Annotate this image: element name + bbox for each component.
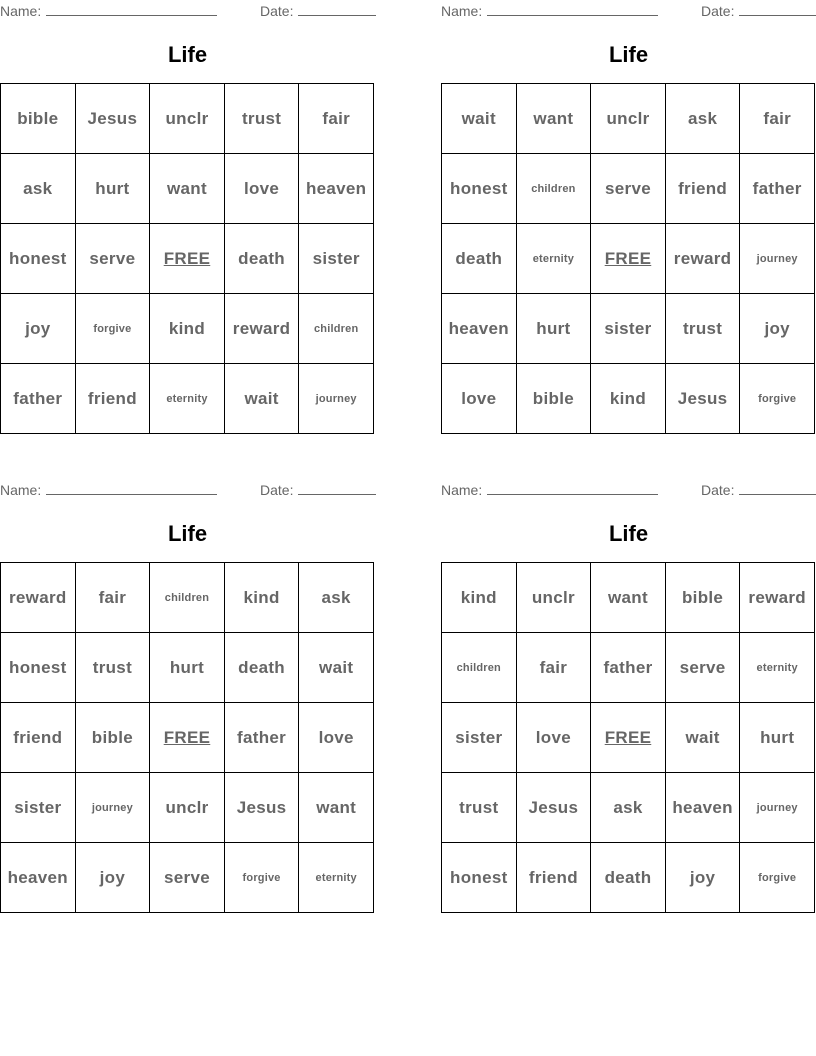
grid-cell[interactable]: friend <box>1 703 76 773</box>
date-field[interactable] <box>701 481 816 498</box>
bingo-card <box>0 479 375 919</box>
grid-row <box>442 364 815 434</box>
date-field[interactable] <box>701 2 816 19</box>
grid-row <box>1 294 374 364</box>
name-label: Name: <box>441 482 483 498</box>
grid-cell[interactable]: hurt <box>150 633 225 703</box>
grid-cell[interactable]: forgive <box>740 843 815 913</box>
name-label: Name: <box>0 3 42 19</box>
bingo-grid <box>0 562 374 913</box>
grid-cell[interactable]: Jesus <box>75 84 150 154</box>
date-field[interactable] <box>260 2 376 19</box>
grid-cell[interactable]: love <box>516 703 591 773</box>
grid-cell[interactable]: reward <box>224 294 299 364</box>
card-title: Life <box>608 42 649 67</box>
grid-cell[interactable]: friend <box>75 364 150 434</box>
date-blank[interactable] <box>298 2 376 16</box>
date-blank[interactable] <box>739 2 816 16</box>
grid-row <box>1 843 374 913</box>
name-label: Name: <box>441 3 483 19</box>
grid-cell[interactable]: fair <box>75 563 150 633</box>
grid-row <box>442 773 815 843</box>
grid-cell[interactable]: serve <box>665 633 740 703</box>
grid-cell[interactable]: love <box>224 154 299 224</box>
grid-cell[interactable]: unclr <box>591 84 666 154</box>
grid-row <box>442 633 815 703</box>
grid-cell[interactable]: sister <box>442 703 517 773</box>
grid-cell[interactable]: journey <box>299 364 374 434</box>
grid-row <box>442 703 815 773</box>
grid-cell[interactable]: hurt <box>75 154 150 224</box>
grid-cell[interactable]: Jesus <box>665 364 740 434</box>
bingo-card <box>0 0 375 440</box>
grid-cell[interactable]: forgive <box>224 843 299 913</box>
grid-cell[interactable]: death <box>224 224 299 294</box>
grid-cell[interactable]: honest <box>1 633 76 703</box>
grid-cell[interactable]: trust <box>224 84 299 154</box>
card-title: Life <box>608 521 649 546</box>
grid-row <box>1 154 374 224</box>
grid-cell[interactable]: want <box>516 84 591 154</box>
name-field[interactable] <box>441 2 658 19</box>
grid-cell[interactable]: heaven <box>299 154 374 224</box>
grid-cell[interactable]: father <box>1 364 76 434</box>
grid-cell[interactable]: eternity <box>299 843 374 913</box>
grid-cell[interactable]: hurt <box>740 703 815 773</box>
grid-cell[interactable]: journey <box>740 224 815 294</box>
grid-row <box>1 773 374 843</box>
grid-cell[interactable]: sister <box>591 294 666 364</box>
grid-cell[interactable]: joy <box>740 294 815 364</box>
grid-row <box>1 633 374 703</box>
date-blank[interactable] <box>298 481 376 495</box>
grid-cell[interactable]: love <box>442 364 517 434</box>
grid-cell[interactable]: death <box>442 224 517 294</box>
date-label: Date: <box>701 482 735 498</box>
grid-cell[interactable]: want <box>299 773 374 843</box>
date-label: Date: <box>260 3 294 19</box>
grid-cell[interactable]: children <box>516 154 591 224</box>
grid-row <box>1 364 374 434</box>
date-label: Date: <box>260 482 294 498</box>
grid-cell[interactable]: serve <box>75 224 150 294</box>
grid-cell[interactable]: ask <box>665 84 740 154</box>
grid-cell[interactable]: reward <box>740 563 815 633</box>
grid-row <box>1 563 374 633</box>
grid-cell[interactable]: death <box>591 843 666 913</box>
grid-cell[interactable]: joy <box>75 843 150 913</box>
grid-cell[interactable]: honest <box>442 154 517 224</box>
grid-row <box>442 224 815 294</box>
grid-row <box>442 563 815 633</box>
grid-cell[interactable]: sister <box>299 224 374 294</box>
grid-cell[interactable]: journey <box>740 773 815 843</box>
bingo-card <box>441 479 816 919</box>
grid-cell[interactable]: want <box>591 563 666 633</box>
grid-cell[interactable]: children <box>150 563 225 633</box>
free-space[interactable]: FREE <box>591 703 666 773</box>
grid-cell[interactable]: bible <box>665 563 740 633</box>
bingo-card <box>441 0 816 440</box>
grid-cell[interactable]: ask <box>1 154 76 224</box>
grid-cell[interactable]: eternity <box>150 364 225 434</box>
grid-cell[interactable]: ask <box>299 563 374 633</box>
grid-cell[interactable]: father <box>224 703 299 773</box>
grid-cell[interactable]: serve <box>150 843 225 913</box>
grid-cell[interactable]: reward <box>1 563 76 633</box>
free-space[interactable]: FREE <box>150 224 225 294</box>
grid-cell[interactable]: wait <box>224 364 299 434</box>
grid-cell[interactable]: fair <box>299 84 374 154</box>
grid-cell[interactable]: honest <box>1 224 76 294</box>
grid-cell[interactable]: Jesus <box>516 773 591 843</box>
date-blank[interactable] <box>739 481 816 495</box>
name-blank[interactable] <box>487 481 658 495</box>
name-label: Name: <box>0 482 42 498</box>
grid-cell[interactable]: unclr <box>150 773 225 843</box>
card-title: Life <box>167 42 208 67</box>
grid-cell[interactable]: eternity <box>516 224 591 294</box>
grid-cell[interactable]: death <box>224 633 299 703</box>
bingo-grid <box>441 562 815 913</box>
name-field[interactable] <box>0 481 217 498</box>
grid-cell[interactable]: love <box>299 703 374 773</box>
grid-cell[interactable]: fair <box>740 84 815 154</box>
grid-cell[interactable]: kind <box>224 563 299 633</box>
name-field[interactable] <box>0 2 217 19</box>
grid-cell[interactable]: unclr <box>516 563 591 633</box>
grid-cell[interactable]: father <box>591 633 666 703</box>
grid-cell[interactable]: heaven <box>1 843 76 913</box>
grid-cell[interactable]: want <box>150 154 225 224</box>
grid-row <box>442 294 815 364</box>
free-space[interactable]: FREE <box>150 703 225 773</box>
grid-cell[interactable]: ask <box>591 773 666 843</box>
card-title: Life <box>167 521 208 546</box>
name-blank[interactable] <box>46 2 217 16</box>
grid-cell[interactable]: friend <box>665 154 740 224</box>
grid-cell[interactable]: children <box>299 294 374 364</box>
grid-cell[interactable]: heaven <box>665 773 740 843</box>
name-blank[interactable] <box>487 2 658 16</box>
bingo-grid <box>441 83 815 434</box>
grid-row <box>1 84 374 154</box>
grid-cell[interactable]: wait <box>442 84 517 154</box>
grid-row <box>442 843 815 913</box>
grid-cell[interactable]: sister <box>1 773 76 843</box>
grid-cell[interactable]: kind <box>591 364 666 434</box>
grid-cell[interactable]: serve <box>591 154 666 224</box>
grid-cell[interactable]: trust <box>665 294 740 364</box>
grid-cell[interactable]: trust <box>442 773 517 843</box>
grid-cell[interactable]: heaven <box>442 294 517 364</box>
grid-cell[interactable]: bible <box>516 364 591 434</box>
grid-cell[interactable]: joy <box>665 843 740 913</box>
grid-cell[interactable]: friend <box>516 843 591 913</box>
grid-cell[interactable]: joy <box>1 294 76 364</box>
grid-cell[interactable]: trust <box>75 633 150 703</box>
grid-cell[interactable]: fair <box>516 633 591 703</box>
grid-cell[interactable]: hurt <box>516 294 591 364</box>
grid-cell[interactable]: father <box>740 154 815 224</box>
grid-cell[interactable]: kind <box>442 563 517 633</box>
grid-cell[interactable]: wait <box>665 703 740 773</box>
grid-cell[interactable]: children <box>442 633 517 703</box>
grid-cell[interactable]: unclr <box>150 84 225 154</box>
grid-cell[interactable]: forgive <box>740 364 815 434</box>
date-field[interactable] <box>260 481 376 498</box>
date-label: Date: <box>701 3 735 19</box>
grid-cell[interactable]: reward <box>665 224 740 294</box>
grid-cell[interactable]: bible <box>75 703 150 773</box>
grid-cell[interactable]: Jesus <box>224 773 299 843</box>
grid-cell[interactable]: kind <box>150 294 225 364</box>
grid-row <box>1 224 374 294</box>
grid-row <box>442 154 815 224</box>
grid-cell[interactable]: journey <box>75 773 150 843</box>
grid-cell[interactable]: honest <box>442 843 517 913</box>
grid-cell[interactable]: wait <box>299 633 374 703</box>
grid-cell[interactable]: eternity <box>740 633 815 703</box>
grid-row <box>1 703 374 773</box>
grid-cell[interactable]: forgive <box>75 294 150 364</box>
grid-cell[interactable]: bible <box>1 84 76 154</box>
grid-row <box>442 84 815 154</box>
bingo-grid <box>0 83 374 434</box>
name-blank[interactable] <box>46 481 217 495</box>
name-field[interactable] <box>441 481 658 498</box>
free-space[interactable]: FREE <box>591 224 666 294</box>
